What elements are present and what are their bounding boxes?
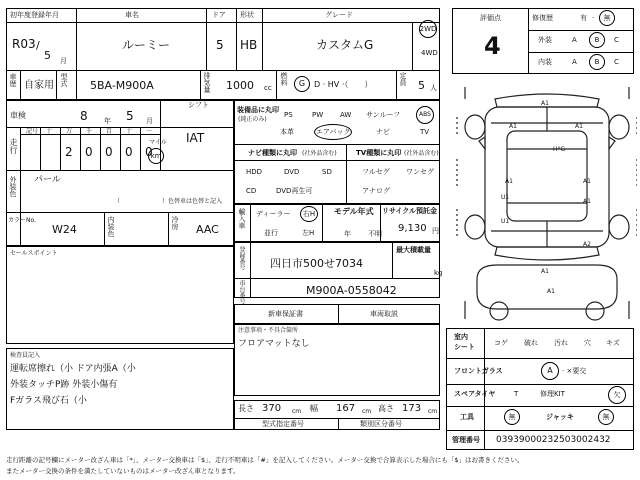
int-label: 内装 [538, 58, 552, 66]
inspection-year-unit: 年 [104, 117, 111, 125]
capacity: 5 [418, 79, 425, 92]
cc-unit: cc [264, 84, 272, 92]
glass-label: フロントガラス [454, 367, 503, 375]
footer-line-2: またメーター交換の条件を満たしていないものはメーター改ざん車となります。 [6, 467, 240, 475]
spare-t: T [514, 390, 519, 398]
capacity-label: 定員 [399, 72, 407, 86]
equip-abs-circled: ABS [416, 106, 434, 124]
mileage-col-divider [120, 127, 121, 170]
int-b-circled: B [589, 54, 605, 70]
recycle-fee: 9,130 [398, 223, 427, 234]
jack-none-circled: 無 [598, 409, 614, 425]
model-year-unit: 年 [344, 230, 351, 238]
nav-dvd-play: DVD再生可 [276, 187, 313, 195]
drive-2wd-circled: 2WD [419, 20, 437, 38]
first-reg-year: R03 [12, 37, 36, 51]
mgmt-label: 管理番号 [452, 436, 480, 444]
ext-a: A [572, 36, 577, 44]
mileage-digit: 0 [105, 145, 113, 159]
mileage-col-divider [60, 127, 61, 170]
displacement-label: 排気量 [203, 72, 211, 93]
recycle-label: リサイクル預託金 [382, 207, 438, 215]
right-hand-circled: 右H [300, 206, 318, 222]
nav-sub: (社外品含む) [302, 150, 337, 157]
mileage-digit-header: 百 [106, 128, 113, 135]
class-label: 類別区分番号 [360, 420, 402, 428]
mileage-digit-header: 十 [46, 128, 53, 135]
note-frame [234, 324, 440, 396]
int-a: A [572, 58, 577, 66]
vehicle-label: 車歴 [9, 73, 17, 87]
fuel-gasoline-circled: G [294, 76, 310, 92]
equip-aw: AW [340, 111, 352, 119]
reg-no-label: 登録番号 [238, 246, 245, 270]
max-load-label: 最大積載量 [396, 246, 431, 254]
yen-unit: 円 [432, 227, 439, 235]
ext-c: C [614, 36, 619, 44]
tv-fullseg: フルセグ [362, 168, 390, 176]
mileage-digit: 0 [85, 145, 93, 159]
inspector-line-2: 外装タッチP跡 外装小傷有 [10, 380, 118, 390]
equip-leather: 本革 [280, 128, 294, 136]
tv-title: TV種類に丸印 [356, 149, 402, 157]
height: 173 [402, 403, 422, 414]
type-label: 型式指定番号 [262, 420, 304, 428]
sales-point-label: セールスポイント [10, 250, 58, 257]
glass-a-circled: A [541, 362, 559, 380]
mileage-digit-header: 一 [146, 128, 153, 135]
mgmt-number: 03939000232503002432 [496, 435, 611, 445]
seat-kizu: キズ [606, 339, 620, 347]
mileage-digit: 0 [145, 145, 153, 159]
first-reg-label: 初年度登録年月 [10, 11, 59, 19]
mileage-digit-header: 十 [126, 128, 133, 135]
capacity-unit: 人 [430, 84, 437, 92]
inspection-year: 8 [80, 109, 88, 123]
mileage-label: 走行 [9, 138, 18, 154]
equip-pw: PW [312, 111, 324, 119]
tools-label: 工具 [460, 413, 474, 421]
mark-right-a2: A2 [583, 241, 591, 248]
chassis: M900A-0558042 [306, 284, 397, 297]
mileage-col-divider [100, 127, 101, 170]
mark-ug: H°G [553, 146, 566, 153]
car-name: ルーミー [122, 38, 171, 52]
model-year-label: モデル年式 [334, 207, 374, 216]
ext-label: 外装 [538, 36, 552, 44]
vehicle: 自家用 [24, 80, 54, 91]
dealer-note: フロアマットなし [238, 339, 310, 349]
ext-b-circled: B [589, 32, 605, 48]
doors: 5 [216, 38, 224, 52]
mileage-col-divider [40, 127, 41, 170]
score: 4 [484, 32, 501, 60]
length: 370 [262, 403, 282, 414]
mark-hood-left: A1 [509, 123, 517, 130]
month-unit: 月 [60, 57, 67, 65]
jack-label: ジャッキ [546, 413, 574, 421]
tv-sub: (社外品含む) [404, 150, 439, 157]
door-label: ドア [212, 11, 226, 19]
fuel-label: 燃料 [280, 72, 288, 86]
equipment-title: 装備品に丸印 [237, 106, 279, 114]
mileage-digit-header: 千 [86, 128, 93, 135]
mark-top: A1 [541, 100, 549, 107]
equip-tv: TV [420, 128, 430, 136]
score-label: 評価点 [480, 14, 501, 22]
sales-point-frame [6, 246, 234, 344]
glass-other: · ×要交 [562, 367, 587, 375]
mileage-digit-header: 記号 [26, 128, 39, 135]
mileage-digit: 0 [125, 145, 133, 159]
grade-label: グレード [325, 11, 353, 19]
color-no-label: カラーNo. [8, 217, 36, 224]
shape-label: 形状 [240, 11, 254, 19]
spare-missing-circled: 欠 [608, 386, 626, 404]
warranty-frame [234, 304, 440, 324]
inspection-month: 5 [126, 109, 134, 123]
exterior-color: パール [34, 175, 61, 185]
model-label: 型式 [60, 73, 68, 87]
import-label: 輸入車 [238, 208, 246, 229]
import-parallel: 並行 [264, 229, 278, 237]
left-hand: 左H [302, 229, 315, 237]
inspector-line-3: Fガラス飛び石（小 [10, 396, 87, 406]
car-name-label: 車名 [125, 11, 139, 19]
inspection-month-unit: 月 [146, 117, 153, 125]
seat-yogore: 汚れ [554, 339, 568, 347]
repair-none-circled: 無 [599, 10, 615, 26]
mark-left-a1: A1 [505, 178, 513, 185]
grade: カスタムG [316, 38, 374, 52]
equip-ps: PS [284, 111, 293, 119]
warranty-label: 新車保証書 [268, 310, 303, 318]
width: 167 [336, 403, 356, 414]
drive-4wd: 4WD [421, 49, 438, 57]
equip-nav: ナビ [376, 128, 390, 136]
inspection-label: 車検 [10, 111, 26, 120]
nav-dvd: DVD [284, 168, 300, 176]
repair-label: 修復歴 [532, 14, 553, 22]
kg-unit: kg [434, 269, 443, 277]
reg-no: 四日市500せ7034 [270, 257, 363, 270]
mark-right-a1: A1 [583, 178, 591, 185]
import-dealer: ディーラー [256, 210, 291, 218]
seat-label-2: シート [454, 343, 475, 351]
ac: AAC [196, 223, 219, 236]
inspector-line-1: 運転席擦れ（小 ドア内張A（小 [10, 364, 136, 374]
nav-title: ナビ種類に丸印 [248, 149, 297, 157]
first-reg-slash: / [36, 39, 40, 52]
car-diagram [446, 78, 636, 324]
footer-line-1: 走行距離の記号欄にメーター改ざん車は「*」、メーター交換車は「$」、走行不明車は「#」を記入してください。メーター交換で合算表示した場合にも「$」はお書きください。 [6, 456, 524, 464]
length-unit: cm [292, 408, 302, 415]
chassis-label: 車台番号 [238, 280, 245, 304]
width-label: 幅 [310, 404, 318, 413]
manual-label: 車両取説 [370, 310, 398, 318]
width-unit: cm [362, 408, 372, 415]
mark-hood-right: A1 [575, 123, 583, 130]
nav-sd: SD [322, 168, 332, 176]
seat-ana: 穴 [584, 339, 591, 347]
height-label: 高さ [378, 404, 394, 413]
dealer-note-label: 注意事項・不具合箇所 [238, 327, 299, 334]
nav-hdd: HDD [246, 168, 263, 176]
spare-label: スペアタイヤ [454, 390, 496, 398]
displacement: 1000 [226, 79, 254, 92]
mark-left-u1: U1 [501, 194, 510, 201]
inspector-label: 検査員記入 [10, 352, 41, 359]
first-reg-month: 5 [44, 49, 51, 62]
color-no: W24 [52, 223, 77, 236]
mark-rear-u1: U1 [501, 218, 510, 225]
mileage-col-divider [140, 127, 141, 170]
car-outline-icon [447, 79, 637, 325]
km-unit-circled: km [148, 148, 164, 164]
equip-airbag: エアバック [316, 128, 351, 136]
mileage-digit-header: 万 [66, 128, 73, 135]
ac-label: 冷房 [171, 216, 179, 230]
mileage-col-divider [80, 127, 81, 170]
exterior-color-note: （ ）色替車は色替と記入 [114, 198, 223, 205]
tv-oneseg: ワンセグ [406, 168, 434, 176]
equip-sunroof: サンルーフ [366, 111, 401, 119]
tools-none-circled: 無 [504, 409, 520, 425]
spare-kit: 修理KIT [540, 390, 565, 398]
interior-color-label: 内装色 [107, 216, 115, 237]
shape: HB [240, 38, 258, 52]
seat-yabure: 破れ [524, 339, 538, 347]
tv-analog: アナログ [362, 187, 390, 195]
mark-bottom-a1: A1 [541, 268, 549, 275]
int-c: C [614, 58, 619, 66]
model: 5BA-M900A [90, 79, 154, 92]
mile-unit: マイル [149, 139, 167, 146]
airbag-circle [314, 124, 352, 140]
mileage-digit: 2 [65, 145, 73, 159]
height-unit: cm [428, 408, 438, 415]
mark-right-a1b: A1 [583, 198, 591, 205]
repair-yes: 有 [580, 14, 587, 22]
seat-koge: コゲ [494, 339, 508, 347]
mark-bottom-mid: A1 [547, 288, 555, 295]
fuel-options: D · HV ·（ ） [314, 80, 373, 89]
model-year-unknown: 不明 [368, 230, 382, 238]
seat-label-1: 室内 [454, 333, 468, 341]
equipment-subtitle: (純正のみ) [238, 116, 267, 123]
shift-label: シフト [188, 101, 209, 109]
shift: IAT [186, 131, 205, 145]
length-label: 長さ [238, 404, 254, 413]
exterior-label: 外装色 [9, 176, 17, 197]
nav-cd: CD [246, 187, 257, 195]
